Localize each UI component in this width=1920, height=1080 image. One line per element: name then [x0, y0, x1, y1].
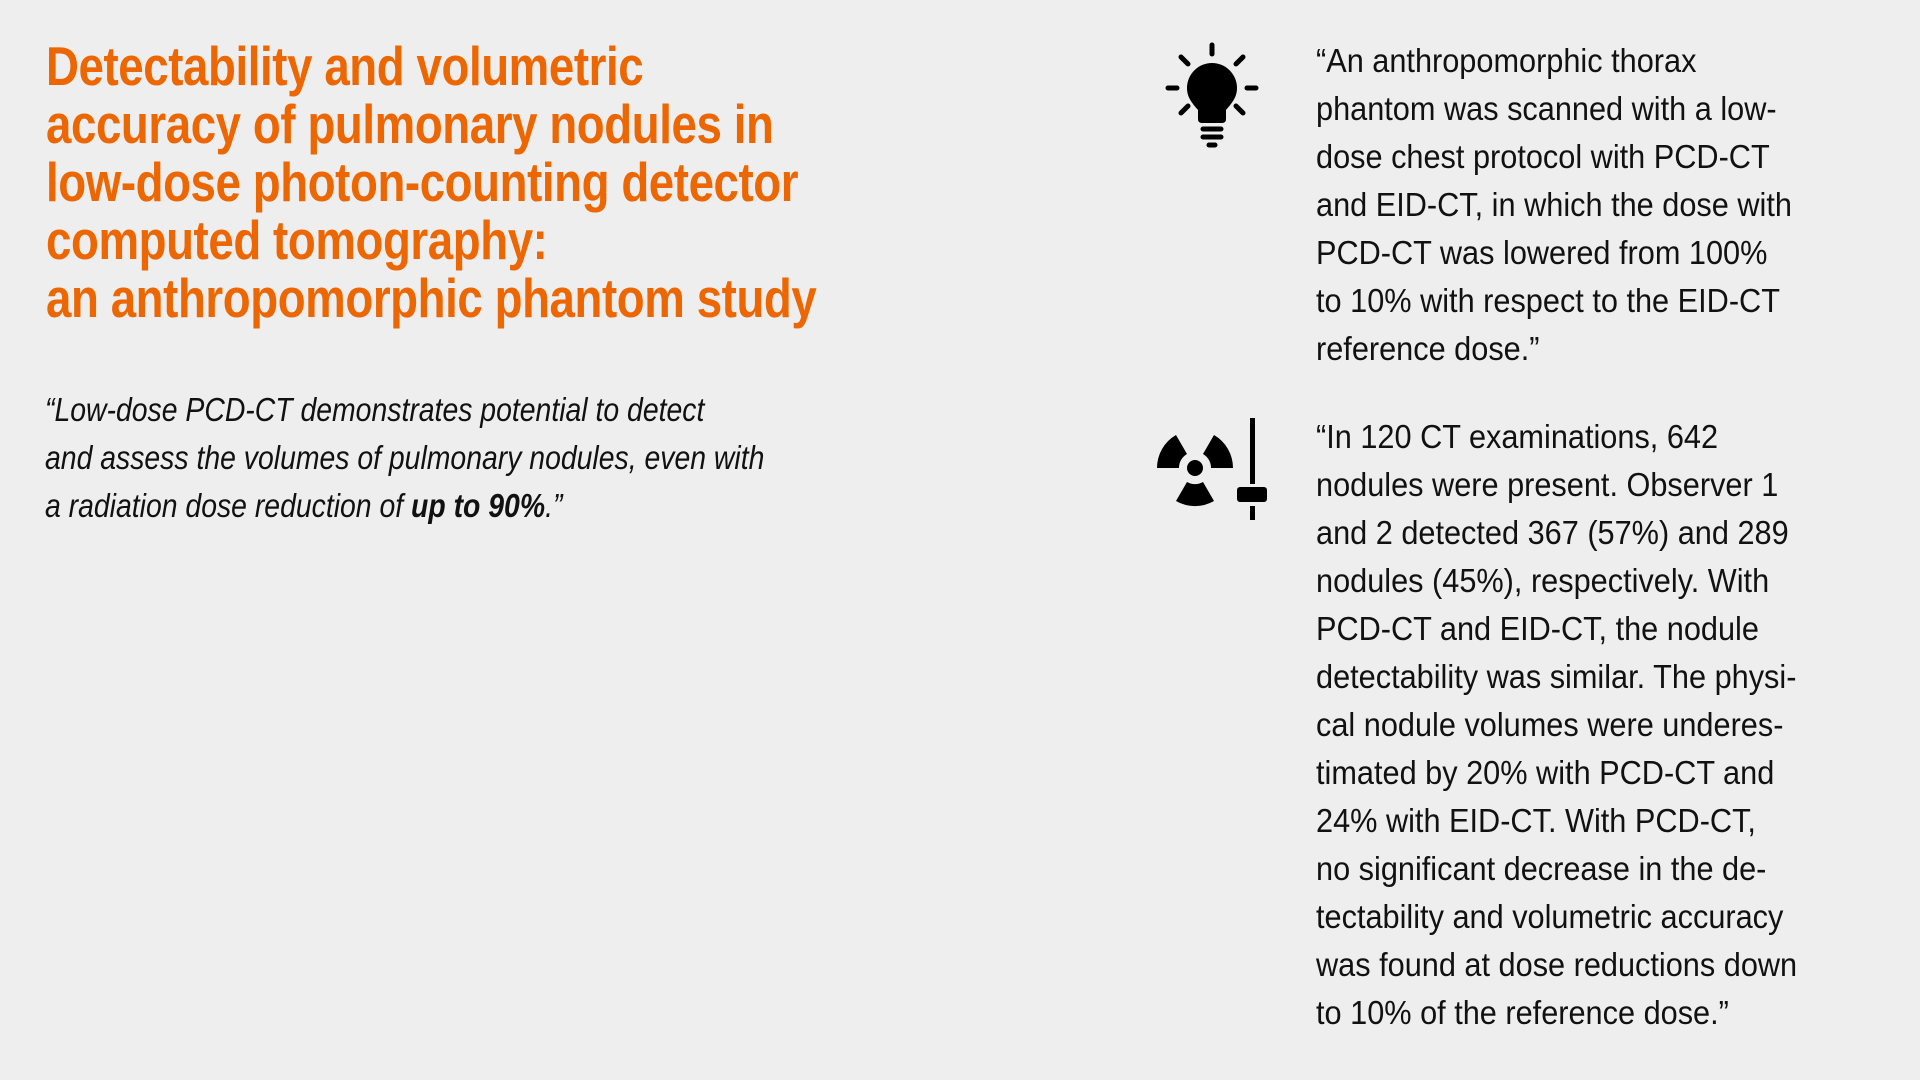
lead-quote-line: and assess the volumes of pulmonary nodules, even with: [45, 439, 765, 476]
fact-line: cal nodule volumes were underes-: [1316, 706, 1784, 743]
fact-block-phantom-scan: [1316, 37, 1828, 373]
page-title: [46, 37, 974, 327]
fact-line: phantom was scanned with a low-: [1316, 90, 1777, 127]
title-line: computed tomography:: [46, 209, 548, 271]
fact-line: “In 120 CT examinations, 642: [1316, 418, 1719, 455]
title-line: accuracy of pulmonary nodules in: [46, 93, 774, 155]
fact-line: PCD-CT was lowered from 100%: [1316, 234, 1768, 271]
lead-quote-closing: .”: [545, 487, 563, 524]
fact-line: reference dose.”: [1316, 330, 1540, 367]
fact-line: to 10% of the reference dose.”: [1316, 994, 1729, 1031]
fact-line: dose chest protocol with PCD-CT: [1316, 138, 1770, 175]
dose-reduction-emphasis: up to 90%: [411, 487, 546, 524]
fact-line: to 10% with respect to the EID-CT: [1316, 282, 1780, 319]
lightbulb-icon: [1160, 38, 1264, 154]
lead-quote-line: “Low-dose PCD-CT demonstrates potential to detect: [45, 391, 705, 428]
title-line: an anthropomorphic phantom study: [46, 267, 817, 329]
title-line: Detectability and volumetric: [46, 35, 644, 97]
fact-line: “An anthropomorphic thorax: [1316, 42, 1697, 79]
lead-quote-line: [45, 482, 764, 530]
fact-line: no significant decrease in the de-: [1316, 850, 1767, 887]
fact-line: and 2 detected 367 (57%) and 289: [1316, 514, 1789, 551]
title-line: low-dose photon-counting detector: [46, 151, 799, 213]
lead-quote: [45, 386, 881, 530]
fact-line: and EID-CT, in which the dose with: [1316, 186, 1792, 223]
fact-line: PCD-CT and EID-CT, the nodule: [1316, 610, 1759, 647]
fact-line: nodules were present. Observer 1: [1316, 466, 1779, 503]
fact-line: timated by 20% with PCD-CT and: [1316, 754, 1775, 791]
fact-line: was found at dose reductions down: [1316, 946, 1798, 983]
fact-block-detection-results: [1316, 413, 1833, 1037]
fact-line: 24% with EID-CT. With PCD-CT,: [1316, 802, 1756, 839]
fact-line: nodules (45%), respectively. With: [1316, 562, 1770, 599]
radiation-dose-slider-icon: [1150, 412, 1274, 528]
fact-line: detectability was similar. The physi-: [1316, 658, 1797, 695]
lead-quote-text: a radiation dose reduction of: [45, 487, 412, 524]
fact-line: tectability and volumetric accuracy: [1316, 898, 1784, 935]
